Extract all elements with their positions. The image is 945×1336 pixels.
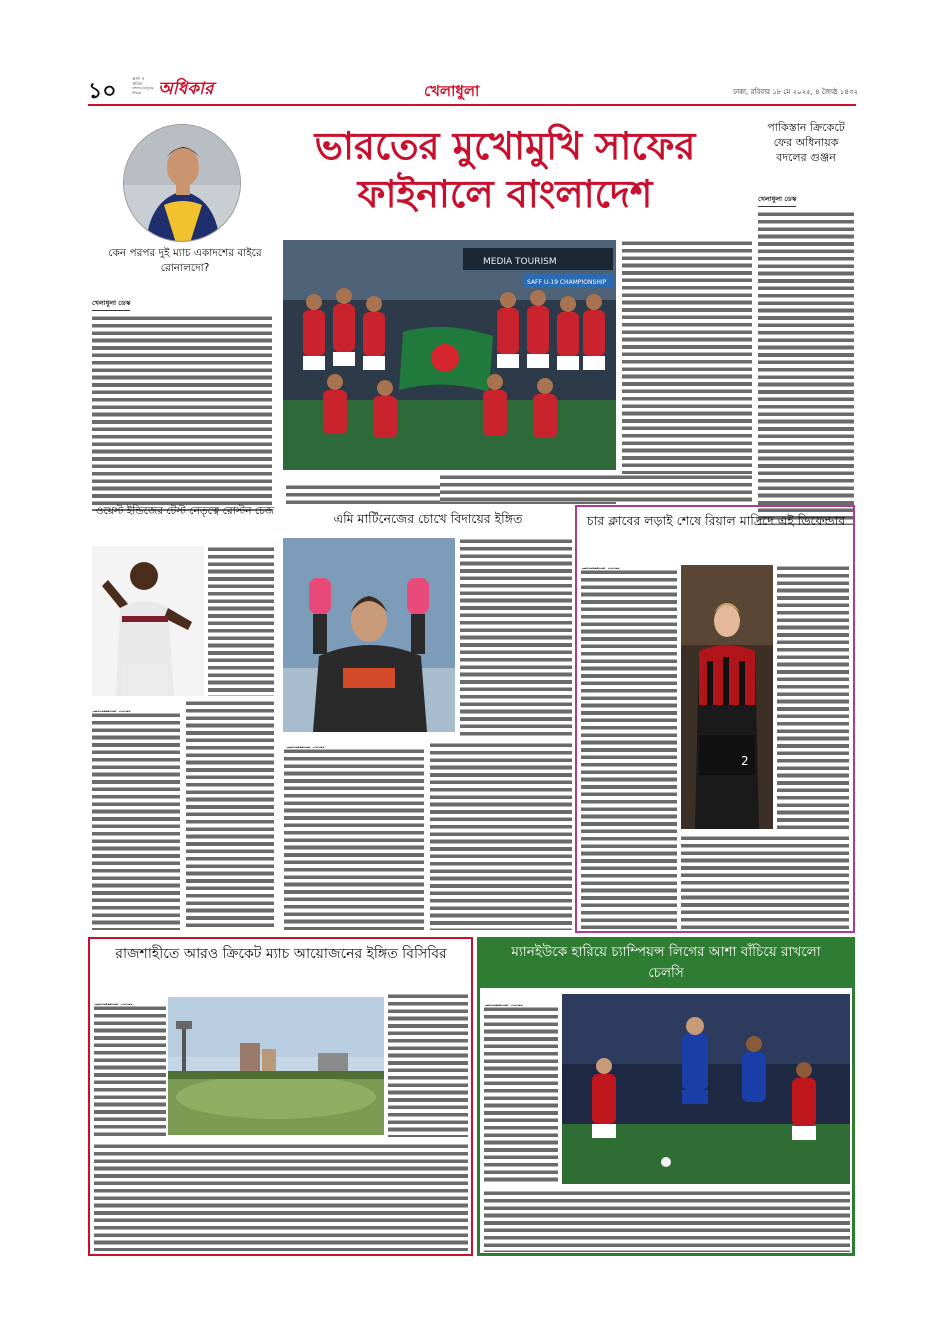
rajshahi-headline: রাজশাহীতে আরও ক্রিকেট ম্যাচ আয়োজনের ইঙ্গিত বিসিবির: [115, 946, 447, 962]
martinez-photo: [283, 538, 455, 732]
dateline: ঢাকা, রবিবার ১৮ মে ২০২৫, ৪ জ্যৈষ্ঠ ১৪৩২: [733, 88, 858, 96]
martinez-headline: এমি মার্টিনেজের চোখে বিদায়ের ইঙ্গিত: [333, 511, 523, 526]
lead-body-bottom: [440, 474, 752, 502]
real-headline: চার ক্লাবের লড়াই শেষে রিয়াল মাদ্রিদে এই ডিফেন্ডার: [586, 513, 846, 528]
ronaldo-photo: [124, 125, 241, 242]
rajshahi-photo: [168, 997, 384, 1135]
chelsea-headline: ম্যানইউকে হারিয়ে চ্যাম্পিয়ন্স লিগের আশা বাঁচিয়ে রাখলো চেলসি: [480, 940, 852, 988]
rajshahi-body-bottom: [94, 1143, 468, 1251]
real-box: [575, 505, 855, 933]
chelsea-photo: [562, 994, 850, 1184]
ronaldo-article: [92, 290, 272, 511]
chase-photo: [92, 546, 204, 696]
header-rule: [88, 104, 856, 106]
lead-headline: [270, 122, 740, 218]
lead-body-right: [622, 240, 752, 502]
chelsea-body-bottom: [484, 1190, 850, 1252]
real-body-bottom: [681, 835, 849, 929]
svg-text:2: 2: [741, 754, 749, 768]
page-number: ১০: [88, 78, 117, 104]
lead-photo: [283, 240, 616, 470]
martinez-body-right: [460, 538, 572, 738]
chase-headline: ওয়েস্ট ইন্ডিজের টেস্ট নেতৃত্বে রোস্টন চেজ: [95, 505, 275, 517]
lead-photo-backdrop-text: MEDIA TOURISM: [483, 257, 557, 267]
martinez-body-col1: [284, 748, 424, 930]
rajshahi-box: [88, 937, 473, 1256]
chelsea-box: [477, 937, 855, 1256]
pakistan-byline: খেলাধুলা ডেস্ক: [758, 194, 796, 207]
chelsea-body-left: [484, 1006, 558, 1184]
ronaldo-headline: কেন পরপর দুই ম্যাচ একাদশের বাইরে রোনালদো?: [108, 247, 262, 274]
chase-body-col1: [92, 712, 180, 930]
rajshahi-body-left: [94, 1005, 166, 1137]
lead-photo-banner-text: SAFF U-19 CHAMPIONSHIP: [527, 279, 607, 286]
pakistan-headline: পাকিস্তান ক্রিকেটে ফের অধিনায়ক বদলের গুঞ্জন: [767, 121, 845, 164]
rajshahi-body-right: [388, 993, 468, 1137]
logo-tagline-top: আশা ও ঐতিহ্য: [132, 76, 145, 86]
pakistan-article: [758, 186, 854, 525]
lead-headline-line1: ভারতের মুখোমুখি সাফের: [314, 124, 696, 168]
pakistan-body: [758, 211, 854, 525]
martinez-body-col2: [430, 742, 572, 930]
newspaper-logo: [132, 76, 212, 98]
section-title: খেলাধুলা: [424, 82, 480, 100]
ronaldo-photo-circle: [123, 124, 241, 242]
real-body-right: [777, 565, 849, 829]
chase-body-right: [208, 546, 274, 696]
real-body-left: [581, 569, 677, 929]
ronaldo-body: [92, 315, 272, 511]
logo-tagline-bottom: বাংলার মানুষের পত্রিকা: [132, 86, 154, 95]
logo-text: অধিকার: [158, 79, 214, 99]
real-photo: [681, 565, 773, 829]
ronaldo-byline: খেলাধুলা ডেস্ক: [92, 298, 130, 311]
chase-body-col2: [186, 700, 274, 930]
page-header: [88, 74, 858, 102]
lead-headline-line2: ফাইনালে বাংলাদেশ: [357, 172, 653, 216]
